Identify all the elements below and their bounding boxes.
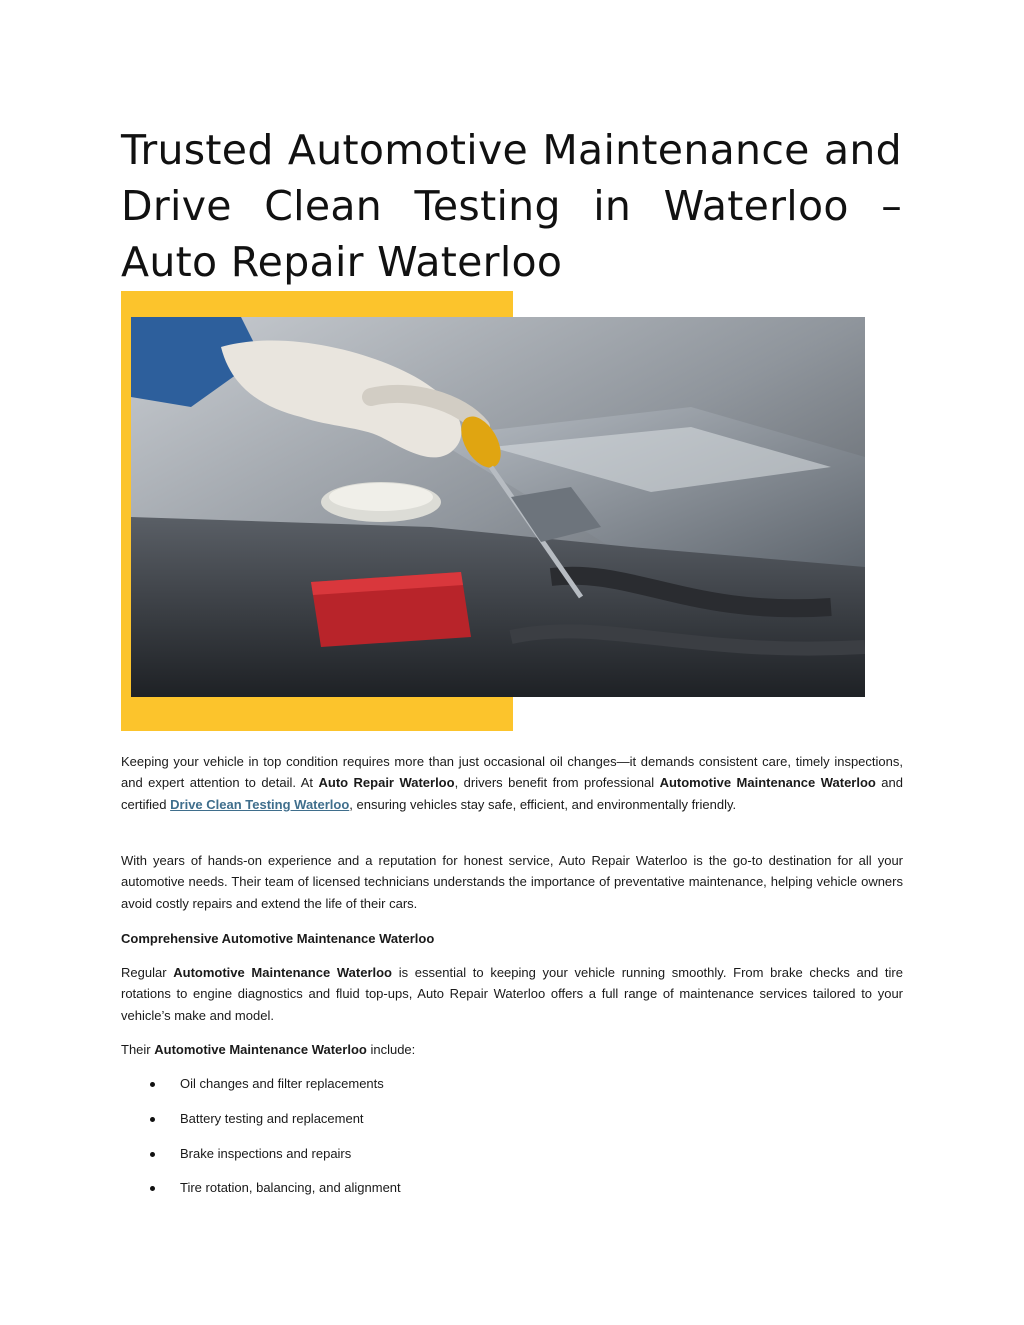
engine-oil-check-photo — [131, 317, 865, 697]
bullet-icon — [150, 1186, 155, 1191]
intro-bold-service: Automotive Maintenance Waterloo — [659, 775, 876, 791]
list-item-label: Brake inspections and repairs — [180, 1145, 352, 1161]
bullet-icon — [150, 1117, 155, 1122]
services-list — [121, 1073, 903, 1212]
drive-clean-testing-link[interactable]: Drive Clean Testing Waterloo — [170, 796, 350, 812]
intro-text-1: Keeping your vehicle in top condition requires more than just occasional oil changes—it demands consistent care, timely inspections, and expert attention to detail. At — [121, 754, 903, 791]
list-item-label: Oil changes and filter replacements — [180, 1076, 384, 1091]
hero-image — [121, 291, 865, 731]
intro-text-2: , drivers benefit from professional — [454, 775, 660, 791]
list-item — [121, 1143, 903, 1178]
list-item — [121, 1177, 903, 1212]
services-intro-paragraph — [121, 1039, 903, 1060]
list-item — [121, 1108, 903, 1143]
list-item — [121, 1073, 903, 1108]
section-heading: Comprehensive Automotive Maintenance Waterloo — [121, 931, 435, 946]
their-text-1: Their — [121, 1042, 155, 1057]
regular-text-2: is essential to keeping your vehicle running smoothly. From brake checks and tire rotations to engine diagnostics and fluid top-ups, Auto Repair Waterloo offers a full range of maintenance services tailored to your vehicle’s make and model. — [121, 965, 903, 1023]
their-bold-service: Automotive Maintenance Waterloo — [154, 1042, 367, 1057]
intro-bold-brand: Auto Repair Waterloo — [318, 775, 455, 791]
list-item-label: Battery testing and replacement — [180, 1110, 364, 1126]
intro-text-3: and certified — [121, 775, 903, 812]
intro-paragraph — [121, 751, 903, 815]
bullet-icon — [150, 1152, 155, 1157]
page-title: Trusted Automotive Maintenance and Drive Clean Testing in Waterloo – Auto Repair Waterloo — [121, 126, 902, 286]
regular-maintenance-paragraph — [121, 962, 903, 1026]
regular-bold-service: Automotive Maintenance Waterloo — [173, 965, 392, 980]
regular-text-1: Regular — [121, 965, 174, 980]
experience-paragraph: With years of hands-on experience and a reputation for honest service, Auto Repair Waterloo is the go-to destination for all your automotive needs. Their team of licensed technicians understands the importance of preventative maintenance, helping vehicle owners avoid costly repairs and extend the life of their cars. — [121, 853, 903, 911]
their-text-2: include: — [366, 1042, 416, 1057]
list-item-label: Tire rotation, balancing, and alignment — [180, 1180, 401, 1196]
intro-text-4: , ensuring vehicles stay safe, efficient, and environmentally friendly. — [349, 796, 737, 812]
bullet-icon — [150, 1082, 155, 1087]
